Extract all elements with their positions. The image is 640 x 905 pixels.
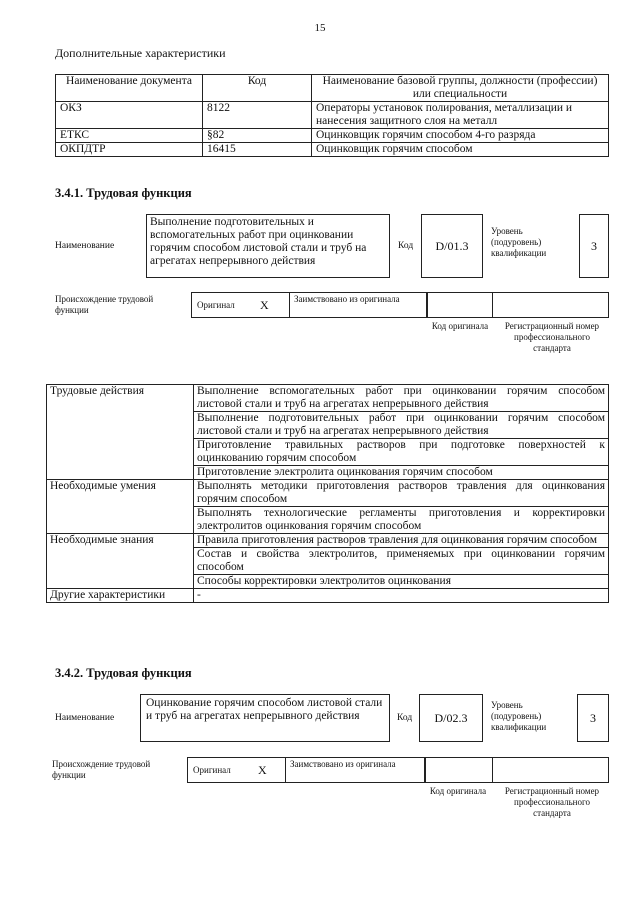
function-name-box: Оцинкование горячим способом листовой стали и труб на агрегатах непрерывного действия xyxy=(140,694,390,742)
actions-label: Трудовые действия xyxy=(47,385,194,480)
original-mark: X xyxy=(258,763,267,777)
action-item: Выполнение вспомогательных работ при оцинковании горячим способом листовой стали и труб на агрегатах непрерывного действия xyxy=(194,385,609,412)
origin-label: Происхождение трудовой функции xyxy=(55,294,154,315)
cell-group: Оцинковщик горячим способом 4-го разряда xyxy=(312,129,609,143)
table-row xyxy=(56,102,609,129)
cell-group: Оцинковщик горячим способом xyxy=(312,143,609,157)
name-label: Наименование xyxy=(55,713,115,723)
original-label: Оригинал xyxy=(193,765,231,775)
level-label: Уровень (подуровень) квалификации xyxy=(491,226,547,258)
action-item: Приготовление травильных растворов при подготовке поверхностей к оцинкованию горячим способом xyxy=(194,439,609,466)
knowledge-label: Необходимые знания xyxy=(47,534,194,589)
other-value: - xyxy=(194,589,609,603)
table-row xyxy=(47,385,609,412)
skills-label: Необходимые умения xyxy=(47,480,194,534)
original-mark: X xyxy=(260,298,269,312)
knowledge-item: Правила приготовления растворов травления для оцинкования горячим способом xyxy=(194,534,609,548)
registration-number-label: Регистрационный номер профессионального стандарта xyxy=(504,786,600,818)
function-heading-2: 3.4.2. Трудовая функция xyxy=(55,666,192,680)
origin-label: Происхождение трудовой функции xyxy=(52,759,151,780)
table-row xyxy=(47,480,609,507)
additional-characteristics-table xyxy=(55,74,609,157)
cell-group: Операторы установок полирования, металлизации и нанесения защитного слоя на металл xyxy=(312,102,609,129)
knowledge-item: Способы корректировки электролитов оцинкования xyxy=(194,575,609,589)
cell-doc: ОКПДТР xyxy=(56,143,203,157)
function-name-box: Выполнение подготовительных и вспомогательных работ при оцинковании горячим способом листовой стали и труб на агрегатах непрерывного действия xyxy=(146,214,390,278)
function-code-box: D/02.3 xyxy=(419,694,483,742)
original-label: Оригинал xyxy=(197,300,235,310)
function-heading-1: 3.4.1. Трудовая функция xyxy=(55,186,192,200)
action-item: Приготовление электролита оцинкования горячим способом xyxy=(194,466,609,480)
name-label: Наименование xyxy=(55,241,115,251)
table-row xyxy=(56,143,609,157)
level-box: 3 xyxy=(577,694,609,742)
code-original-label: Код оригинала xyxy=(431,321,489,331)
function-details-table xyxy=(46,384,609,603)
skill-item: Выполнять технологические регламенты приготовления и корректировки электролитов оцинкования горячим способом xyxy=(194,507,609,534)
other-label: Другие характеристики xyxy=(47,589,194,603)
level-label: Уровень (подуровень) квалификации xyxy=(491,700,547,732)
table-row xyxy=(56,129,609,143)
table-row xyxy=(47,534,609,548)
page-number: 15 xyxy=(314,22,326,34)
header-group: Наименование базовой группы, должности (профессии) или специальности xyxy=(312,75,609,102)
cell-doc: ЕТКС xyxy=(56,129,203,143)
code-label: Код xyxy=(398,241,414,251)
cell-code: §82 xyxy=(203,129,312,143)
header-document: Наименование документа xyxy=(56,75,203,102)
function-code-box: D/01.3 xyxy=(421,214,483,278)
header-code: Код xyxy=(203,75,312,102)
cell-code: 16415 xyxy=(203,143,312,157)
skill-item: Выполнять методики приготовления растворов травления для оцинкования горячим способом xyxy=(194,480,609,507)
borrowed-label: Заимствовано из оригинала xyxy=(290,759,396,769)
table-header-row xyxy=(56,75,609,102)
additional-title: Дополнительные характеристики xyxy=(55,46,226,60)
code-original-cell xyxy=(425,757,493,783)
borrowed-label: Заимствовано из оригинала xyxy=(294,294,400,304)
knowledge-item: Состав и свойства электролитов, применяемых при оцинковании горячим способом xyxy=(194,548,609,575)
cell-code: 8122 xyxy=(203,102,312,129)
cell-doc: ОКЗ xyxy=(56,102,203,129)
level-box: 3 xyxy=(579,214,609,278)
registration-number-label: Регистрационный номер профессионального стандарта xyxy=(504,321,600,353)
code-original-label: Код оригинала xyxy=(429,786,487,796)
table-row xyxy=(47,589,609,603)
code-original-cell xyxy=(427,292,493,318)
action-item: Выполнение подготовительных работ при оцинковании горячим способом листовой стали и труб на агрегатах непрерывного действия xyxy=(194,412,609,439)
code-label: Код xyxy=(397,713,413,723)
